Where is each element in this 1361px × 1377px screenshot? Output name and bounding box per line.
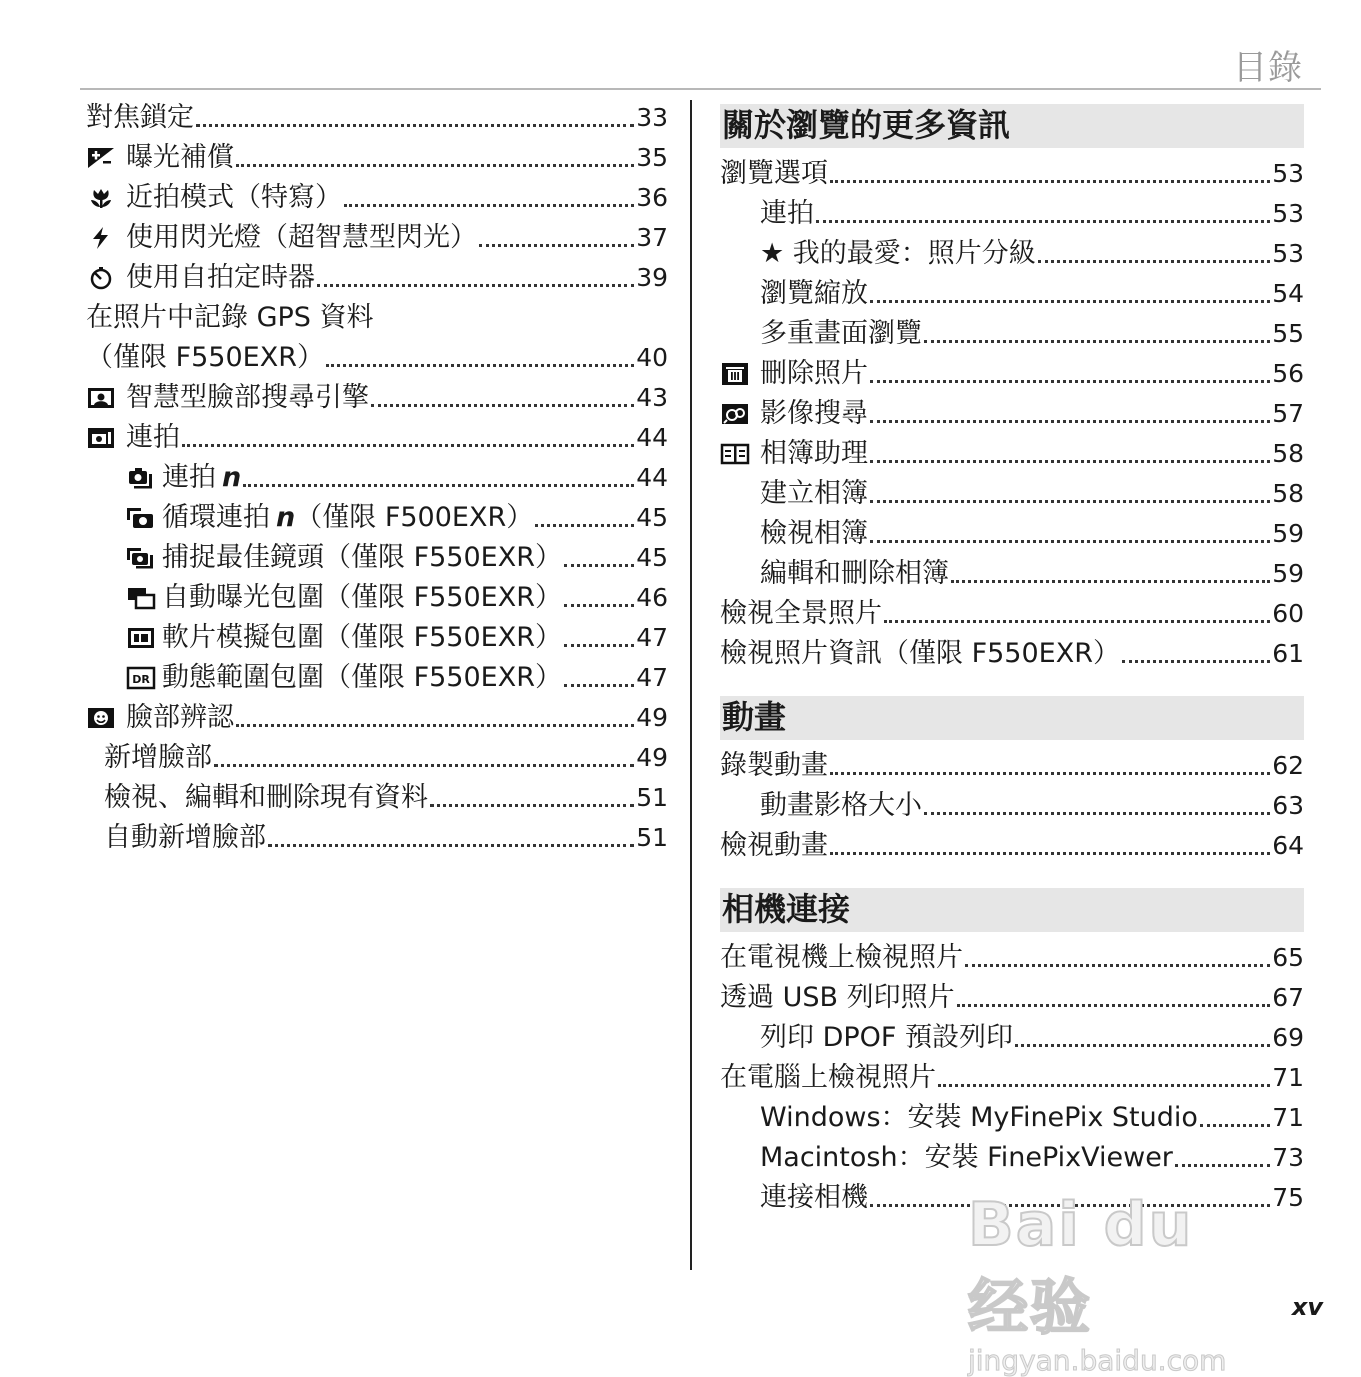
dot-leader: [1038, 260, 1270, 263]
toc-entry-label: 相簿助理: [760, 438, 868, 469]
toc-page-number: 35: [636, 143, 668, 172]
toc-entry-title: [86, 98, 194, 138]
toc-page-number: 63: [1272, 791, 1304, 820]
toc-entry-label: 使用自拍定時器: [126, 262, 315, 293]
toc-entry-title: [720, 826, 828, 866]
toc-entry[interactable]: [86, 578, 668, 618]
toc-entry-label: （僅限 F550EXR）: [86, 342, 324, 373]
toc-entry[interactable]: [720, 1138, 1304, 1178]
dot-leader: [564, 564, 634, 567]
section-gap: [720, 674, 1304, 688]
toc-entry-title: [760, 514, 868, 554]
toc-entry[interactable]: [720, 594, 1304, 634]
toc-entry-title: [720, 938, 963, 978]
toc-entry-title: [720, 154, 828, 194]
section-heading: 相機連接: [720, 888, 1304, 932]
continuous-n-mark: n: [222, 462, 242, 493]
dot-leader: [924, 340, 1270, 343]
toc-entry[interactable]: [86, 178, 668, 218]
best-frame-icon: [126, 546, 156, 570]
toc-entry[interactable]: [86, 98, 668, 138]
dot-leader: [924, 812, 1270, 815]
toc-page-number: 51: [636, 823, 668, 852]
toc-entry-label: 瀏覽選項: [720, 158, 828, 189]
toc-entry-title: [126, 658, 562, 698]
toc-entry-label: 對焦鎖定: [86, 102, 194, 133]
toc-entry-title: [760, 274, 868, 314]
dot-leader: [430, 804, 634, 807]
ae-bracket-icon: [126, 586, 156, 610]
image-search-icon: [720, 402, 750, 426]
toc-entry[interactable]: [720, 826, 1304, 866]
toc-entry-label: 捕捉最佳鏡頭（僅限 F550EXR）: [162, 542, 562, 573]
toc-entry-title: [760, 786, 922, 826]
toc-entry[interactable]: [720, 1058, 1304, 1098]
toc-entry-label: 列印 DPOF 預設列印: [760, 1022, 1014, 1053]
burst-icon: [126, 466, 156, 490]
watermark-url: jingyan.baidu.com: [968, 1344, 1227, 1377]
toc-entry[interactable]: [86, 778, 668, 818]
toc-page-number: 61: [1272, 639, 1304, 668]
dot-leader: [870, 540, 1270, 543]
toc-entry[interactable]: [720, 234, 1304, 274]
toc-page-number: 53: [1272, 239, 1304, 268]
toc-entry-label: Macintosh：安裝 FinePixViewer: [760, 1142, 1173, 1173]
toc-entry[interactable]: [86, 618, 668, 658]
toc-entry[interactable]: [720, 1098, 1304, 1138]
toc-entry-label: 瀏覽縮放: [760, 278, 868, 309]
toc-page-number: 46: [636, 583, 668, 612]
dot-leader: [870, 380, 1270, 383]
toc-entry[interactable]: [86, 138, 668, 178]
toc-entry-label: 連拍: [126, 422, 180, 453]
toc-entry-label: 建立相簿: [760, 478, 868, 509]
dot-leader: [243, 484, 634, 487]
toc-page-number: 67: [1272, 983, 1304, 1012]
dot-leader: [564, 684, 634, 687]
toc-page-number: 36: [636, 183, 668, 212]
toc-entry-title: [720, 978, 955, 1018]
toc-entry-title: [720, 634, 1120, 674]
toc-page-number: 45: [636, 503, 668, 532]
page-header-title: 目錄: [1233, 48, 1303, 88]
toc-entry-title: [86, 418, 180, 458]
svg-text:DR: DR: [132, 673, 150, 686]
toc-entry[interactable]: [86, 738, 668, 778]
continuous-n-mark: n: [276, 502, 296, 533]
toc-entry-title: [86, 138, 234, 178]
toc-entry-label: 動態範圍包圍（僅限 F550EXR）: [162, 662, 562, 693]
toc-page-number: 75: [1272, 1183, 1304, 1212]
album-book-icon: [720, 442, 750, 466]
toc-entry-title: [760, 314, 922, 354]
toc-entry[interactable]: [720, 978, 1304, 1018]
dot-leader: [870, 460, 1270, 463]
toc-entry[interactable]: [720, 746, 1304, 786]
toc-page-number: 47: [636, 623, 668, 652]
toc-entry-label: 軟片模擬包圍（僅限 F550EXR）: [162, 622, 562, 653]
dot-leader: [196, 124, 634, 127]
dot-leader: [479, 244, 634, 247]
toc-entry-title: [720, 746, 828, 786]
dot-leader: [268, 844, 634, 847]
face-recognition-icon: [86, 706, 116, 730]
toc-entry-label: 編輯和刪除相簿: [760, 558, 949, 589]
toc-page-number: 37: [636, 223, 668, 252]
dot-leader: [564, 644, 634, 647]
toc-page-number: 45: [636, 543, 668, 572]
toc-page-number: 43: [636, 383, 668, 412]
exposure-comp-icon: [86, 146, 116, 170]
dr-bracket-icon: [126, 666, 156, 690]
toc-entry-label: 在電腦上檢視照片: [720, 1062, 936, 1093]
toc-entry-title: [104, 778, 428, 818]
loop-burst-icon: [126, 506, 156, 530]
toc-entry-suffix: （僅限 F500EXR）: [295, 502, 534, 533]
toc-entry-title: [760, 474, 868, 514]
dot-leader: [564, 604, 634, 607]
toc-page-number: 62: [1272, 751, 1304, 780]
dot-leader: [326, 364, 634, 367]
dot-leader: [830, 180, 1270, 183]
toc-entry[interactable]: [86, 378, 668, 418]
toc-page-number: 51: [636, 783, 668, 812]
toc-entry-label: 錄製動畫: [720, 750, 828, 781]
toc-page-number: 49: [636, 743, 668, 772]
toc-page-number: 44: [636, 423, 668, 452]
film-bracket-icon: [126, 626, 156, 650]
toc-entry-label: 檢視、編輯和刪除現有資料: [104, 782, 428, 813]
toc-entry[interactable]: [86, 658, 668, 698]
toc-page-number: 47: [636, 663, 668, 692]
toc-entry-label: 動畫影格大小: [760, 790, 922, 821]
toc-entry-title: [760, 194, 814, 234]
dot-leader: [951, 580, 1270, 583]
toc-entry-title: [720, 394, 868, 434]
dot-leader: [317, 284, 634, 287]
dot-leader: [816, 220, 1270, 223]
toc-entry[interactable]: [720, 314, 1304, 354]
toc-entry-title: [126, 538, 562, 578]
toc-entry[interactable]: [86, 258, 668, 298]
toc-entry[interactable]: [86, 538, 668, 578]
toc-page-number: 33: [636, 103, 668, 132]
toc-entry[interactable]: [86, 818, 668, 858]
toc-entry-title: [760, 1178, 868, 1218]
toc-entry[interactable]: [720, 274, 1304, 314]
dot-leader: [1122, 660, 1270, 663]
toc-entry-title: [86, 218, 477, 258]
dot-leader: [1175, 1164, 1270, 1167]
trash-icon: [720, 362, 750, 386]
toc-entry[interactable]: [86, 418, 668, 458]
face-detect-icon: [86, 386, 116, 410]
toc-entry-label: 檢視動畫: [720, 830, 828, 861]
toc-entry-label: 近拍模式（特寫）: [126, 182, 342, 213]
dot-leader: [870, 420, 1270, 423]
toc-entry[interactable]: [86, 298, 668, 338]
dot-leader: [870, 1204, 1270, 1207]
dot-leader: [1015, 1044, 1270, 1047]
toc-entry-title: [760, 1018, 1013, 1058]
toc-entry-label: 連拍: [162, 462, 216, 493]
dot-leader: [965, 964, 1270, 967]
self-timer-icon: [86, 266, 116, 290]
toc-entry-title: [760, 1098, 1198, 1138]
flash-bolt-icon: [86, 226, 116, 250]
toc-page-number: 58: [1272, 439, 1304, 468]
toc-page-number: 56: [1272, 359, 1304, 388]
toc-entry-label: 使用閃光燈（超智慧型閃光）: [126, 222, 477, 253]
toc-entry-title: [86, 258, 315, 298]
toc-page-number: 57: [1272, 399, 1304, 428]
toc-entry[interactable]: [720, 786, 1304, 826]
toc-entry-title: [720, 354, 868, 394]
toc-entry[interactable]: [86, 458, 668, 498]
section-gap: [720, 866, 1304, 880]
toc-entry[interactable]: [720, 514, 1304, 554]
header-rule: [80, 88, 1321, 90]
toc-page-number: 65: [1272, 943, 1304, 972]
toc-page-number: 55: [1272, 319, 1304, 348]
toc-entry[interactable]: [720, 554, 1304, 594]
dot-leader: [535, 524, 634, 527]
toc-entry-title: [126, 578, 562, 618]
toc-entry[interactable]: [720, 1018, 1304, 1058]
toc-entry-label: 循環連拍: [162, 502, 270, 533]
toc-page-number: 44: [636, 463, 668, 492]
toc-entry-title: [86, 378, 369, 418]
toc-page-number: 60: [1272, 599, 1304, 628]
toc-page-number: 59: [1272, 559, 1304, 588]
toc-entry-label: 在照片中記錄 GPS 資料: [86, 302, 374, 333]
toc-entry-label: 影像搜尋: [760, 398, 868, 429]
dot-leader: [236, 164, 634, 167]
toc-entry[interactable]: [720, 154, 1304, 194]
toc-entry[interactable]: [720, 634, 1304, 674]
toc-entry[interactable]: [86, 698, 668, 738]
dot-leader: [938, 1084, 1270, 1087]
toc-entry[interactable]: [720, 434, 1304, 474]
watermark-brand: Bai du 经验: [968, 1190, 1194, 1343]
toc-entry-label: 透過 USB 列印照片: [720, 982, 955, 1013]
dot-leader: [236, 724, 634, 727]
toc-entry-label: 臉部辨認: [126, 702, 234, 733]
dot-leader: [870, 500, 1270, 503]
toc-entry[interactable]: [720, 354, 1304, 394]
dot-leader: [182, 444, 634, 447]
toc-page-number: 49: [636, 703, 668, 732]
toc-page-number: 69: [1272, 1023, 1304, 1052]
macro-tulip-icon: [86, 186, 116, 210]
toc-entry-title: [760, 1138, 1173, 1178]
toc-page-number: 59: [1272, 519, 1304, 548]
toc-entry[interactable]: [86, 338, 668, 378]
toc-entry-label: 在電視機上檢視照片: [720, 942, 963, 973]
toc-entry[interactable]: [720, 474, 1304, 514]
dot-leader: [830, 772, 1270, 775]
toc-entry-label: 連拍: [760, 198, 814, 229]
toc-entry-title: [720, 1058, 936, 1098]
page-number: xv: [1291, 1293, 1323, 1321]
toc-entry[interactable]: [720, 194, 1304, 234]
toc-entry-label: 檢視照片資訊（僅限 F550EXR）: [720, 638, 1120, 669]
toc-entry-label: 新增臉部: [104, 742, 212, 773]
toc-page-number: 40: [636, 343, 668, 372]
toc-entry-title: [760, 554, 949, 594]
toc-entry-title: [720, 434, 868, 474]
toc-entry-title: [104, 738, 212, 778]
toc-page-number: 73: [1272, 1143, 1304, 1172]
toc-entry-title: [126, 458, 241, 498]
toc-left-column: [86, 98, 668, 858]
toc-entry[interactable]: [720, 938, 1304, 978]
toc-entry-label: 智慧型臉部搜尋引擎: [126, 382, 369, 413]
toc-entry-label: ★ 我的最愛：照片分級: [760, 238, 1036, 269]
toc-page-number: 71: [1272, 1063, 1304, 1092]
toc-entry[interactable]: [720, 394, 1304, 434]
toc-entry-title: [86, 698, 234, 738]
toc-entry-title: [86, 338, 324, 378]
toc-entry-label: 曝光補償: [126, 142, 234, 173]
dot-leader: [214, 764, 634, 767]
toc-entry-label: 連接相機: [760, 1182, 868, 1213]
dot-leader: [884, 620, 1270, 623]
toc-entry-label: 自動曝光包圍（僅限 F550EXR）: [162, 582, 562, 613]
dot-leader: [371, 404, 634, 407]
toc-page-number: 53: [1272, 159, 1304, 188]
toc-entry-title: [760, 234, 1036, 274]
section-heading: 動畫: [720, 696, 1304, 740]
dot-leader: [344, 204, 634, 207]
toc-entry-label: 檢視全景照片: [720, 598, 882, 629]
toc-entry-title: [86, 298, 374, 338]
toc-page-number: 53: [1272, 199, 1304, 228]
column-divider: [690, 100, 692, 1270]
toc-entry-title: [86, 178, 342, 218]
toc-entry-label: 檢視相簿: [760, 518, 868, 549]
dot-leader: [957, 1004, 1271, 1007]
toc-page-number: 39: [636, 263, 668, 292]
toc-entry-title: [126, 618, 562, 658]
toc-entry[interactable]: [86, 498, 668, 538]
toc-entry-label: 多重畫面瀏覽: [760, 318, 922, 349]
toc-page-number: 54: [1272, 279, 1304, 308]
toc-page-number: 71: [1272, 1103, 1304, 1132]
toc-page-number: 64: [1272, 831, 1304, 860]
toc-entry-title: [126, 498, 533, 538]
dot-leader: [1200, 1124, 1270, 1127]
continuous-icon: [86, 426, 116, 450]
toc-entry[interactable]: [720, 1178, 1304, 1218]
toc-page-number: 58: [1272, 479, 1304, 508]
toc-entry[interactable]: [86, 218, 668, 258]
toc-entry-label: 自動新增臉部: [104, 822, 266, 853]
dot-leader: [830, 852, 1270, 855]
toc-right-column: [720, 98, 1304, 1218]
section-heading: 關於瀏覽的更多資訊: [720, 104, 1304, 148]
toc-entry-label: 刪除照片: [760, 358, 868, 389]
dot-leader: [870, 300, 1270, 303]
toc-entry-label: Windows：安裝 MyFinePix Studio: [760, 1102, 1198, 1133]
toc-entry-title: [720, 594, 882, 634]
toc-entry-title: [104, 818, 266, 858]
